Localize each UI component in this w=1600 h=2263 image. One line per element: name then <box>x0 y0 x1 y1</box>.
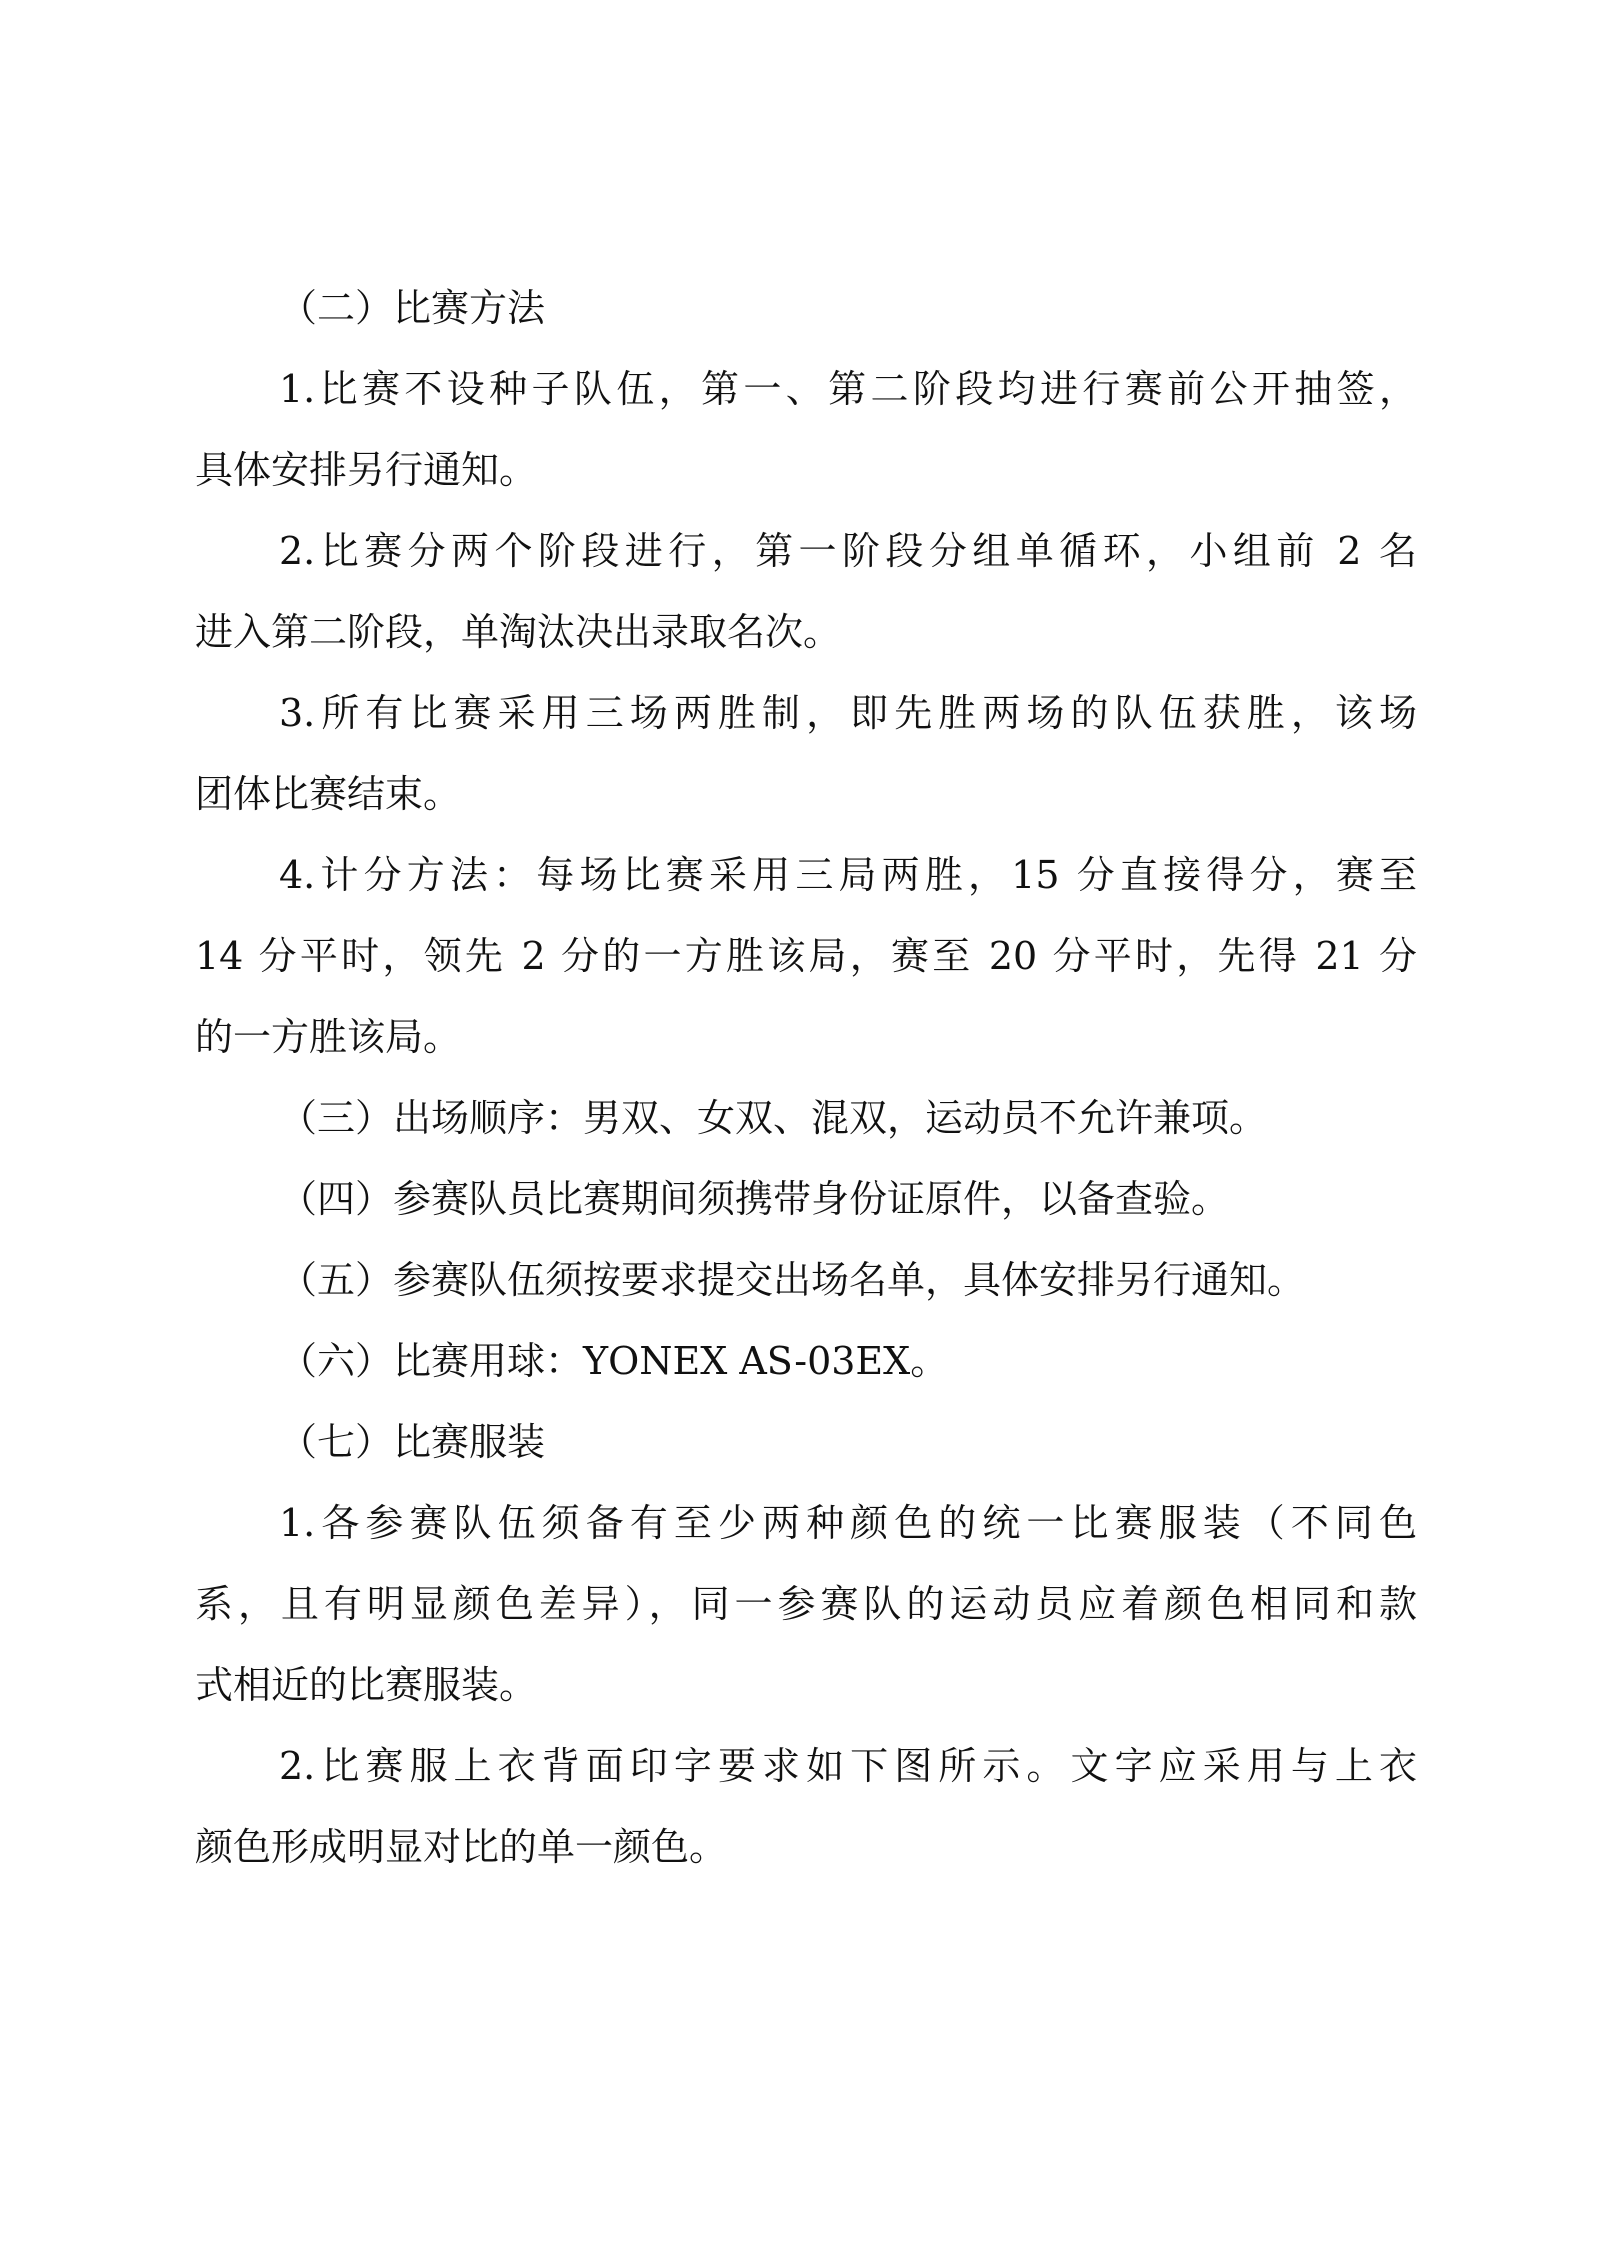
section-item-order: （三）出场顺序：男双、女双、混双，运动员不允许兼项。 <box>279 1096 1268 1140</box>
paragraph-line: 1.各参赛队伍须备有至少两种颜色的统一比赛服装（不同色 <box>279 1501 1417 1545</box>
paragraph-line: 系，且有明显颜色差异），同一参赛队的运动员应着颜色相同和款 <box>195 1582 1417 1626</box>
paragraph-line: 颜色形成明显对比的单一颜色。 <box>195 1825 728 1869</box>
paragraph-line: 2.比赛服上衣背面印字要求如下图所示。文字应采用与上衣 <box>279 1744 1417 1788</box>
paragraph-line: 14 分平时，领先 2 分的一方胜该局，赛至 20 分平时，先得 21 分 <box>195 934 1417 978</box>
section-heading-competition-method: （二）比赛方法 <box>279 286 546 330</box>
section-item-id-check: （四）参赛队员比赛期间须携带身份证原件，以备查验。 <box>279 1177 1230 1221</box>
paragraph-line: 1.比赛不设种子队伍，第一、第二阶段均进行赛前公开抽签， <box>279 367 1417 411</box>
paragraph-line: 2.比赛分两个阶段进行，第一阶段分组单循环，小组前 2 名 <box>279 529 1417 573</box>
section-heading-uniform: （七）比赛服装 <box>279 1420 546 1464</box>
paragraph-line: 团体比赛结束。 <box>195 772 462 816</box>
paragraph-line: 3.所有比赛采用三场两胜制，即先胜两场的队伍获胜，该场 <box>279 691 1417 735</box>
paragraph-line: 的一方胜该局。 <box>195 1015 462 1059</box>
paragraph-line: 4.计分方法：每场比赛采用三局两胜，15 分直接得分，赛至 <box>279 853 1417 897</box>
section-item-shuttlecock: （六）比赛用球：YONEX AS-03EX。 <box>279 1339 949 1383</box>
paragraph-line: 进入第二阶段，单淘汰决出录取名次。 <box>195 610 842 654</box>
paragraph-line: 具体安排另行通知。 <box>195 448 538 492</box>
document-body <box>195 268 1417 1888</box>
section-item-roster: （五）参赛队伍须按要求提交出场名单，具体安排另行通知。 <box>279 1258 1306 1302</box>
paragraph-line: 式相近的比赛服装。 <box>195 1663 538 1707</box>
